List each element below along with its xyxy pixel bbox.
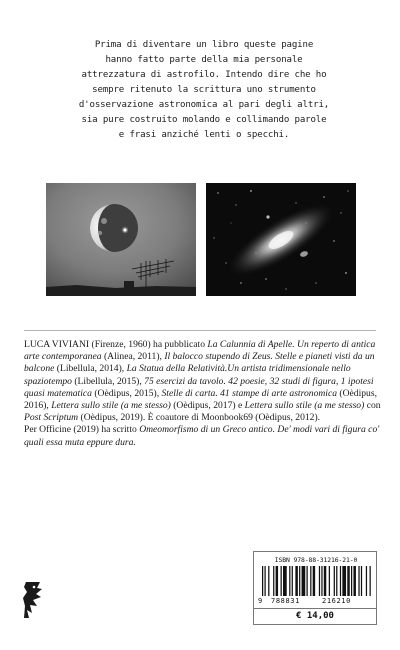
bio-paragraph: [24, 424, 382, 448]
barcode-bar: [313, 566, 315, 596]
barcode-bar: [268, 566, 269, 596]
galaxy-photo: [206, 183, 356, 296]
bio-text: Per Officine (2019) ha scritto: [24, 424, 140, 436]
barcode-bar: [351, 566, 352, 596]
price-label: € 14,00: [296, 611, 334, 621]
bio-paragraph: [24, 339, 382, 424]
barcode-bar: [366, 566, 367, 596]
divider-line: [24, 330, 376, 331]
bio-title: Post Scriptum: [24, 412, 79, 424]
bio-title: La Statua della Relatività.Un artista tridimensionale nello spaziotempo: [24, 363, 351, 387]
barcode-bar: [347, 566, 349, 596]
bio-title: Lettera sullo stile (a me stesso): [244, 400, 365, 412]
bio-title: Lettera sullo stile (a me stesso): [51, 400, 171, 412]
bio-text: (Oèdipus, 2019). È coautore di Moonbook69 (Oèdipus, 2012).: [78, 412, 321, 424]
bio-text: con: [364, 400, 381, 412]
isbn-number: ISBN 978-88-31216-21-0: [274, 556, 358, 564]
barcode-bar: [324, 566, 326, 596]
barcode-graphic: [262, 566, 372, 596]
bio-title: Il balocco stupendo di Zeus. Stelle e pianeti visti da un balcone: [24, 351, 375, 375]
barcode-bar: [361, 566, 362, 596]
bio-text: (Alinea, 2011),: [101, 351, 165, 363]
barcode-bar: [310, 566, 311, 596]
barcode-bar: [342, 566, 346, 596]
barcode-bar: [262, 566, 263, 596]
barcode-bar: [302, 566, 306, 596]
barcode-bar: [281, 566, 282, 596]
barcode-bar: [340, 566, 341, 596]
barcode-bar: [336, 566, 337, 596]
bio-title: La Calunnia di Apelle. Un reperto di antica arte contemporanea: [24, 339, 376, 363]
barcode-bar: [306, 566, 307, 596]
bio-title: Omeomorfismo di un Greco antico. De' modi vari di figura co' quali essa muta eppure dura.: [24, 424, 380, 448]
bio-title: Stelle di carta. 41 stampe di arte astronomica: [161, 387, 338, 399]
barcode-bar: [319, 566, 320, 596]
publisher-logo-graphic: [22, 580, 46, 620]
barcode-digits-left: 788831: [271, 597, 300, 605]
barcode-bar: [273, 566, 274, 596]
bio-text: LUCA VIVIANI (Firenze, 1960) ha pubblicato: [24, 339, 208, 350]
publisher-logo-icon: [22, 580, 46, 620]
barcode-bar: [299, 566, 300, 596]
barcode-bar: [264, 566, 265, 596]
moon-photo: [46, 183, 196, 296]
bio-text: (Oèdipus, 2015),: [91, 387, 162, 399]
barcode-bar: [292, 566, 293, 596]
barcode-digit-first: 9: [258, 597, 263, 605]
barcode-digits: [258, 597, 374, 607]
barcode-bar: [334, 566, 335, 596]
barcode-bar: [358, 566, 359, 596]
moon-photo-graphic: [46, 183, 196, 296]
barcode-bar: [370, 566, 371, 596]
barcode-bar: [283, 566, 287, 596]
price-divider: [254, 608, 376, 609]
barcode-bar: [321, 566, 322, 596]
bio-title: 75 esercizi da tavolo. 42 poesie, 32 studi di figura, 1 ipotesi quasi matematica: [24, 375, 374, 399]
bio-text: (Oèdipus, 2017) e: [170, 400, 245, 412]
isbn-barcode: [253, 551, 377, 625]
galaxy-photo-graphic: [206, 183, 356, 296]
barcode-bar: [289, 566, 290, 596]
barcode-bar: [276, 566, 278, 596]
author-bio: [24, 339, 382, 449]
barcode-bars: [262, 566, 372, 596]
bio-text: (Oèdipus, 2016),: [24, 387, 377, 412]
bio-text: (Libellula, 2014),: [54, 363, 127, 375]
intro-text: Prima di diventare un libro queste pagine hanno fatto parte della mia personale attrezzatura di astrofilo. Intendo dire che ho sempre ritenuto la scrittura uno strumento d'osservazione astronomica al pari degli altri, sia pure costruito molando e collimando parole e frasi anziché lenti o specchi.: [78, 40, 330, 140]
barcode-digits-right: 216210: [322, 597, 351, 605]
barcode-bar: [353, 566, 355, 596]
barcode-bar: [329, 566, 330, 596]
bio-text: (Libellula, 2015),: [71, 375, 145, 387]
barcode-bar: [295, 566, 297, 596]
